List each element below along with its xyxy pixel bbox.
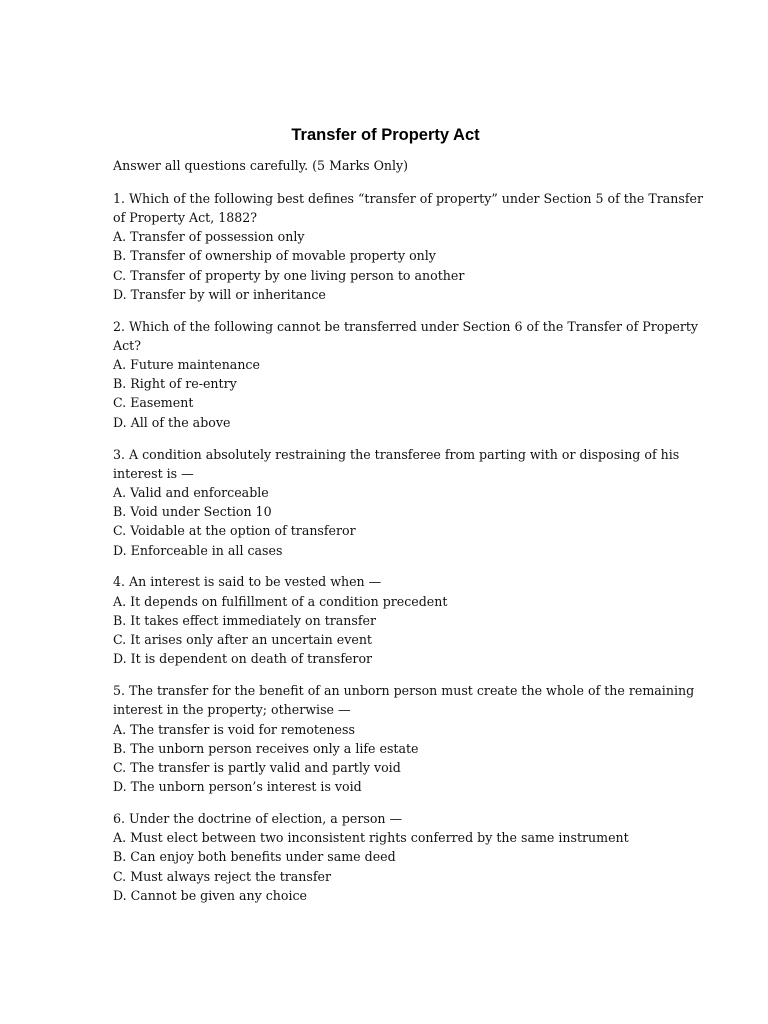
instructions-text: Answer all questions carefully. (5 Marks Only) [113, 158, 409, 173]
question-block [113, 317, 699, 432]
document-page [113, 124, 703, 918]
question-block [113, 189, 703, 304]
question-text: 5. The transfer for the benefit of an unborn person must create the whole of the remaining [113, 683, 695, 699]
question-text: 2. Which of the following cannot be transferred under Section 6 of the Transfer of Property [113, 318, 699, 334]
answer-option: B. Right of re-entry [113, 376, 237, 392]
answer-option: D. Transfer by will or inheritance [113, 286, 326, 302]
answer-option: B. Void under Section 10 [113, 504, 272, 520]
answer-option: C. The transfer is partly valid and partly void [113, 759, 401, 775]
answer-option: C. It arises only after an uncertain event [113, 632, 372, 648]
answer-option: C. Voidable at the option of transferor [113, 523, 356, 539]
answer-option: A. It depends on fulfillment of a condition precedent [113, 593, 448, 609]
answer-option: A. The transfer is void for remoteness [113, 721, 355, 737]
question-block [113, 681, 695, 796]
answer-option: D. Enforceable in all cases [113, 542, 283, 558]
answer-option: B. The unborn person receives only a life estate [113, 740, 419, 756]
answer-option: B. Can enjoy both benefits under same deed [113, 849, 396, 865]
page-title: Transfer of Property Act [291, 126, 480, 144]
answer-option: A. Transfer of possession only [113, 229, 305, 245]
question-text: 4. An interest is said to be vested when — [113, 574, 382, 590]
answer-option: D. Cannot be given any choice [113, 887, 307, 903]
answer-option: C. Easement [113, 395, 194, 411]
question-text: interest in the property; otherwise — [113, 702, 351, 718]
question-block [113, 809, 658, 905]
answer-option: A. Future maintenance [113, 357, 260, 373]
question-text: interest is — [113, 465, 194, 481]
answer-option: C. Transfer of property by one living person to another [113, 267, 465, 283]
question-text: Act? [113, 337, 141, 353]
answer-option: B. It takes effect immediately on transfer [113, 612, 377, 628]
answer-option: D. All of the above [113, 414, 231, 430]
question-text: of Property Act, 1882? [113, 209, 258, 225]
question-text: 6. Under the doctrine of election, a person — [113, 811, 403, 827]
question-text: 1. Which of the following best defines “transfer of property” under Section 5 of the Transfer [113, 190, 703, 206]
answer-option: C. Must always reject the transfer [113, 868, 332, 884]
answer-option: D. The unborn person’s interest is void [113, 779, 362, 795]
question-text: 3. A condition absolutely restraining the transferee from parting with or disposing of his [113, 446, 680, 462]
question-block [113, 445, 680, 560]
answer-option: A. Valid and enforceable [113, 484, 269, 500]
answer-option: D. It is dependent on death of transferor [113, 651, 373, 667]
question-block [113, 572, 658, 668]
answer-option: B. Transfer of ownership of movable property only [113, 248, 436, 264]
answer-option: A. Must elect between two inconsistent rights conferred by the same instrument [113, 830, 629, 846]
